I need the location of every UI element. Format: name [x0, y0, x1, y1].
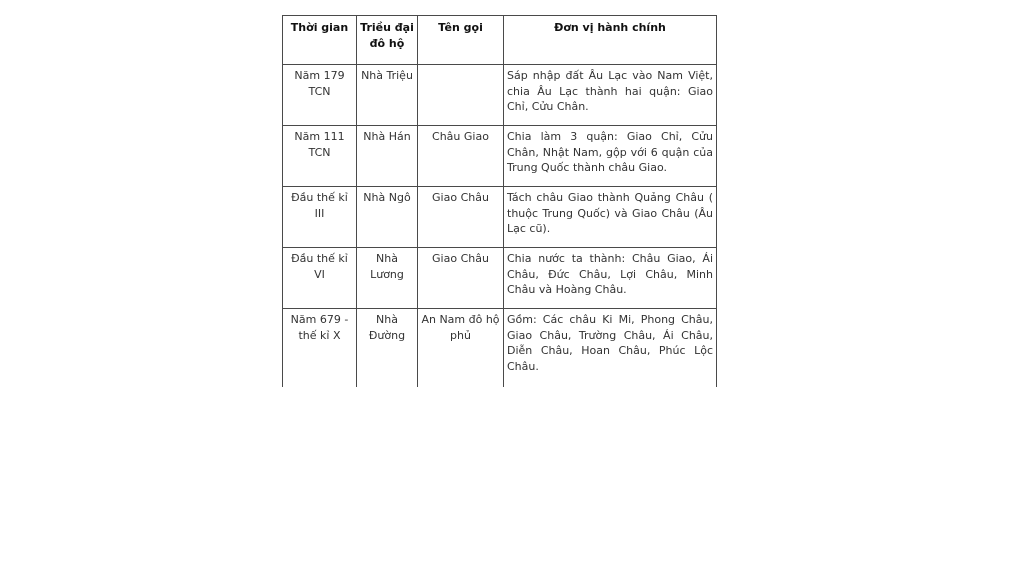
header-time: Thời gian: [283, 16, 357, 65]
cell-name: An Nam đô hộ phủ: [418, 309, 504, 388]
table-clip: [282, 15, 722, 387]
cell-admin: Sáp nhập đất Âu Lạc vào Nam Việt, chia Âu Lạc thành hai quận: Giao Chỉ, Cửu Chân.: [504, 65, 717, 126]
cell-admin: Chia làm 3 quận: Giao Chỉ, Cửu Chân, Nhật Nam, gộp với 6 quận của Trung Quốc thành châu Giao.: [504, 126, 717, 187]
cell-dynasty: Nhà Đường: [357, 309, 418, 388]
table-header-row: [283, 16, 717, 65]
cell-time: Năm 179 TCN: [283, 65, 357, 126]
cell-name: Giao Châu: [418, 248, 504, 309]
cell-time: Đầu thế kỉ III: [283, 187, 357, 248]
cell-admin: Chia nước ta thành: Châu Giao, Ái Châu, Đức Châu, Lợi Châu, Minh Châu và Hoàng Châu.: [504, 248, 717, 309]
table-row: [283, 65, 717, 126]
table-row: [283, 309, 717, 388]
table-row: [283, 187, 717, 248]
cell-name: [418, 65, 504, 126]
header-admin: Đơn vị hành chính: [504, 16, 717, 65]
cell-dynasty: Nhà Hán: [357, 126, 418, 187]
cell-name: Châu Giao: [418, 126, 504, 187]
table-row: [283, 126, 717, 187]
table-row: [283, 248, 717, 309]
cell-name: Giao Châu: [418, 187, 504, 248]
header-name: Tên gọi: [418, 16, 504, 65]
cell-admin: Tách châu Giao thành Quảng Châu ( thuộc Trung Quốc) và Giao Châu (Âu Lạc cũ).: [504, 187, 717, 248]
header-dynasty: Triều đại đô hộ: [357, 16, 418, 65]
cell-dynasty: Nhà Triệu: [357, 65, 418, 126]
cell-time: Đầu thế kỉ VI: [283, 248, 357, 309]
cell-time: Năm 679 - thế kỉ X: [283, 309, 357, 388]
cell-admin: Gồm: Các châu Ki Mi, Phong Châu, Giao Châu, Trường Châu, Ái Châu, Diễn Châu, Hoan Châu, Phúc Lộc Châu.: [504, 309, 717, 388]
cell-dynasty: Nhà Ngô: [357, 187, 418, 248]
cell-dynasty: Nhà Lương: [357, 248, 418, 309]
cell-time: Năm 111 TCN: [283, 126, 357, 187]
administrative-divisions-table: [282, 15, 717, 387]
